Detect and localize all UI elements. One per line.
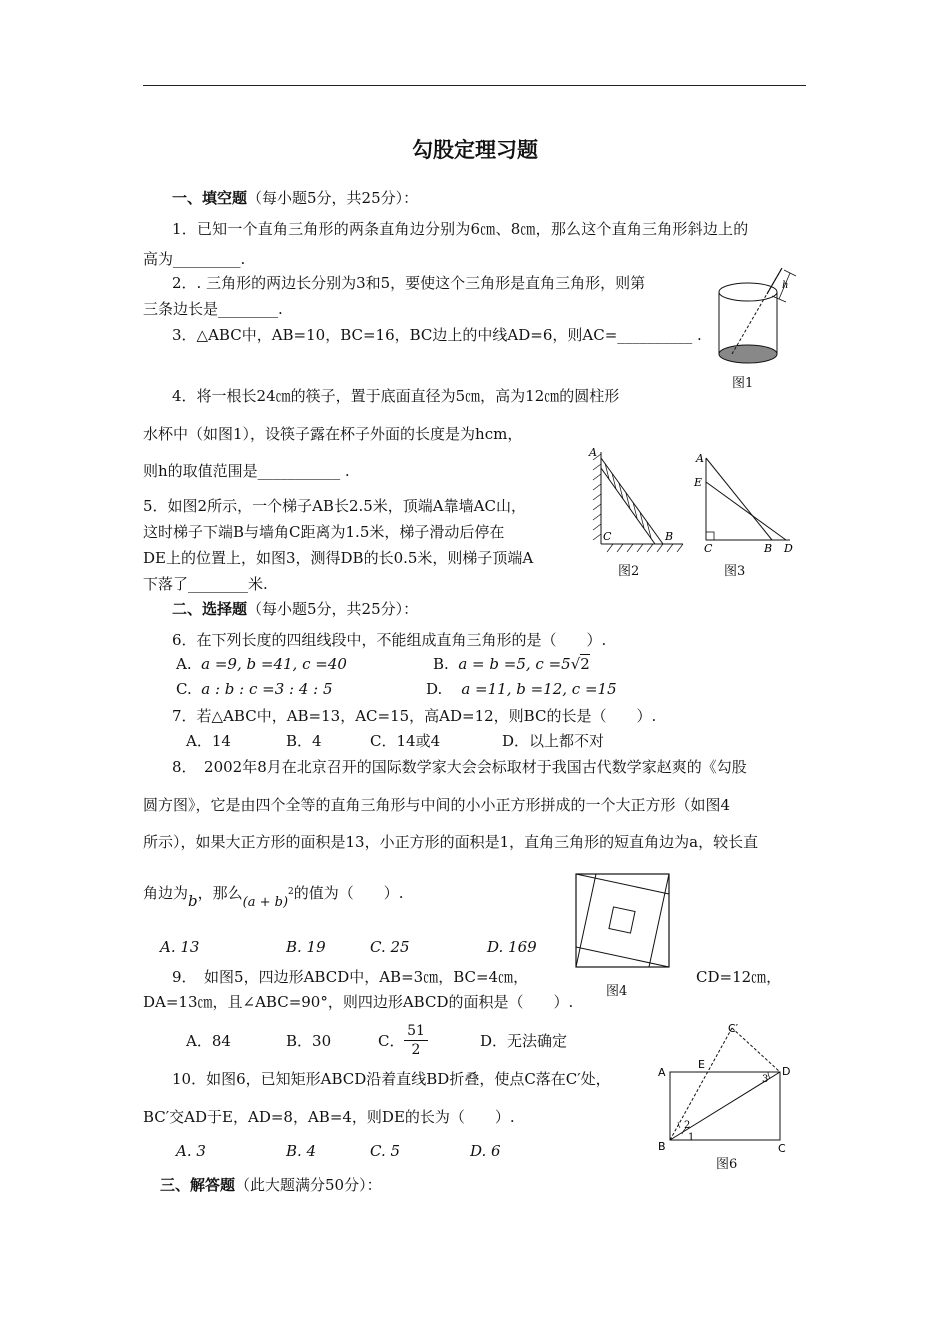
q2-line-1: 2．. 三角形的两边长分别为3和5，要使这个三角形是直角三角形，则第 xyxy=(172,274,646,292)
q3-line-1: 3．△ABC中，AB=10，BC=16，BC边上的中线AD=6，则AC=__________ . xyxy=(172,326,702,344)
section-3-note: （此大题满分50分）： xyxy=(235,1176,382,1194)
q9-option-c: C． xyxy=(378,1032,405,1050)
q9-line-1: 9． 如图5，四边形ABCD中，AB=3㎝，BC=4㎝， xyxy=(172,968,529,986)
figure-6-caption: 图6 xyxy=(716,1157,738,1172)
q1-line-1: 1．已知一个直角三角形的两条直角边分别为6㎝、8㎝，那么这个直角三角形斜边上的 xyxy=(172,220,749,238)
q10-line-1: 10．如图6，已知矩形ABCD沿着直线BD折叠，使点C落在C′处， xyxy=(172,1070,611,1088)
q4-line-1: 4．将一根长24㎝的筷子，置于底面直径为5㎝，高为12㎝的圆柱形 xyxy=(172,387,620,405)
fig6-angle-3: 3 xyxy=(762,1074,769,1085)
fig2-c: C xyxy=(603,530,612,543)
fig6-a: A xyxy=(658,1066,666,1079)
figure-6-fold xyxy=(656,1020,796,1160)
q2-line-2: 三条边长是________. xyxy=(143,300,283,318)
section-1-label: 一、填空题 xyxy=(172,189,248,207)
q6-a-math: a =9, b =41, c =40 xyxy=(201,655,347,673)
q10-option-c: C. 5 xyxy=(370,1142,401,1160)
q8-line-1: 8． 2002年8月在北京召开的国际数学家大会会标取材于我国古代数学家赵爽的《勾股 xyxy=(172,758,747,776)
q8-option-b: B. 19 xyxy=(286,938,326,956)
fig6-c-prime: C′ xyxy=(728,1022,739,1035)
q7-option-b: B．4 xyxy=(286,732,322,750)
q8-expr: (a + b) xyxy=(242,895,289,910)
section-3-label: 三、解答题 xyxy=(160,1176,236,1194)
q6-c-math: a : b : c =3 : 4 : 5 xyxy=(201,680,333,698)
figure-3-caption: 图3 xyxy=(724,564,746,579)
q9-option-a: A．84 xyxy=(186,1032,231,1050)
section-1-note: （每小题5分，共25分）： xyxy=(247,189,419,207)
figure-2-caption: 图2 xyxy=(618,564,640,579)
q6-option-a xyxy=(176,654,347,674)
fig3-a: A xyxy=(696,452,704,465)
q7-option-d: D．以上都不对 xyxy=(502,732,605,750)
figure-2-ladder xyxy=(585,444,685,554)
q4-line-2: 水杯中（如图1），设筷子露在杯子外面的长度是为hcm， xyxy=(143,425,523,443)
figure-3-ladder-slid xyxy=(692,446,797,556)
q8-line-3: 所示），如果大正方形的面积是13，小正方形的面积是1，直角三角形的短直角边为a，较长直 xyxy=(143,833,759,851)
fig2-b: B xyxy=(665,530,674,543)
section-3-heading xyxy=(160,1175,382,1195)
q8-exponent: 2 xyxy=(288,887,294,897)
q5-line-3: DE上的位置上，如图3，测得DB的长0.5米，则梯子顶端A xyxy=(143,549,534,567)
q10-option-b: B. 4 xyxy=(286,1142,317,1160)
fig3-b: B xyxy=(764,542,773,555)
section-1-heading xyxy=(172,188,418,208)
fig6-d: D xyxy=(782,1065,791,1078)
q8-text-a: 角边为 xyxy=(143,884,189,902)
fig6-angle-2: 2 xyxy=(684,1120,691,1131)
fig6-e: E xyxy=(698,1058,705,1071)
q10-option-d: D. 6 xyxy=(470,1142,501,1160)
sqrt-argument: 2 xyxy=(580,655,590,673)
q1-line-2: 高为_________. xyxy=(143,250,246,268)
q5-line-1: 5．如图2所示，一个梯子AB长2.5米，顶端A靠墙AC山， xyxy=(143,497,526,515)
q7-option-a: A．14 xyxy=(186,732,231,750)
sqrt-symbol: √ xyxy=(570,655,581,673)
q6-b-math: a = b =5, c =5 xyxy=(458,655,571,673)
q8-option-d: D. 169 xyxy=(487,938,537,956)
q9-fraction xyxy=(404,1022,428,1059)
q10-option-a: A. 3 xyxy=(176,1142,206,1160)
fig6-c: C xyxy=(778,1142,786,1155)
q6-option-b xyxy=(433,654,590,674)
q6-option-c xyxy=(176,679,333,699)
q6-stem: 6．在下列长度的四组线段中，不能组成直角三角形的是（ ）. xyxy=(172,631,607,649)
q8-line-4 xyxy=(143,880,404,910)
fig1-h-label: h xyxy=(782,280,789,291)
figure-1-cylinder xyxy=(710,262,800,372)
figure-4-caption: 图4 xyxy=(606,984,628,999)
q6-c-label: C. xyxy=(176,680,192,698)
q8-option-c: C. 25 xyxy=(370,938,410,956)
q8-text-c: ，那么 xyxy=(197,884,243,902)
q6-a-label: A. xyxy=(176,655,192,673)
q7-option-c: C．14或4 xyxy=(370,732,441,750)
q9-line-2: DA=13㎝，且∠ABC=90°，则四边形ABCD的面积是（ ）. xyxy=(143,993,574,1011)
q7-stem: 7．若△ABC中，AB=13，AC=15，高AD=12，则BC的长是（ ）. xyxy=(172,707,657,725)
header-rule xyxy=(143,85,806,86)
q9-option-b: B．30 xyxy=(286,1032,332,1050)
section-2-note: （每小题5分，共25分）： xyxy=(247,600,419,618)
q5-line-2: 这时梯子下端B与墙角C距离为1.5米，梯子滑动后停在 xyxy=(143,523,505,541)
q6-d-label: D. xyxy=(426,680,443,698)
q8-text-f: 的值为（ ）. xyxy=(293,884,404,902)
fig3-d: D xyxy=(784,542,793,555)
q8-option-a: A. 13 xyxy=(160,938,200,956)
q6-b-label: B. xyxy=(433,655,449,673)
q9-option-d: D．无法确定 xyxy=(480,1032,568,1050)
q4-line-3: 则h的取值范围是___________ . xyxy=(143,462,350,480)
section-2-heading xyxy=(172,599,418,619)
q9-line-1b: CD=12㎝， xyxy=(696,968,782,986)
fig3-e: E xyxy=(694,476,703,489)
q6-d-math: a =11, b =12, c =15 xyxy=(461,680,617,698)
q8-line-2: 圆方图》，它是由四个全等的直角三角形与中间的小小正方形拼成的一个大正方形（如图4 xyxy=(143,796,731,814)
fig6-b: B xyxy=(658,1140,666,1153)
fig3-c: C xyxy=(704,542,713,555)
q10-line-2: BC′交AD于E，AD=8，AB=4，则DE的长为（ ）. xyxy=(143,1108,515,1126)
figure-4-square xyxy=(575,873,671,969)
q8-var-b: b xyxy=(188,892,198,910)
section-2-label: 二、选择题 xyxy=(172,600,248,618)
fraction-numerator: 51 xyxy=(404,1022,428,1041)
q6-option-d xyxy=(426,679,617,699)
q5-line-4: 下落了________米. xyxy=(143,575,268,593)
figure-1-caption: 图1 xyxy=(732,376,754,391)
page-title: 勾股定理习题 xyxy=(412,138,538,162)
fraction-denominator: 2 xyxy=(411,1042,421,1058)
fig6-angle-1: 1 xyxy=(688,1132,695,1143)
fig2-a: A xyxy=(589,446,597,459)
